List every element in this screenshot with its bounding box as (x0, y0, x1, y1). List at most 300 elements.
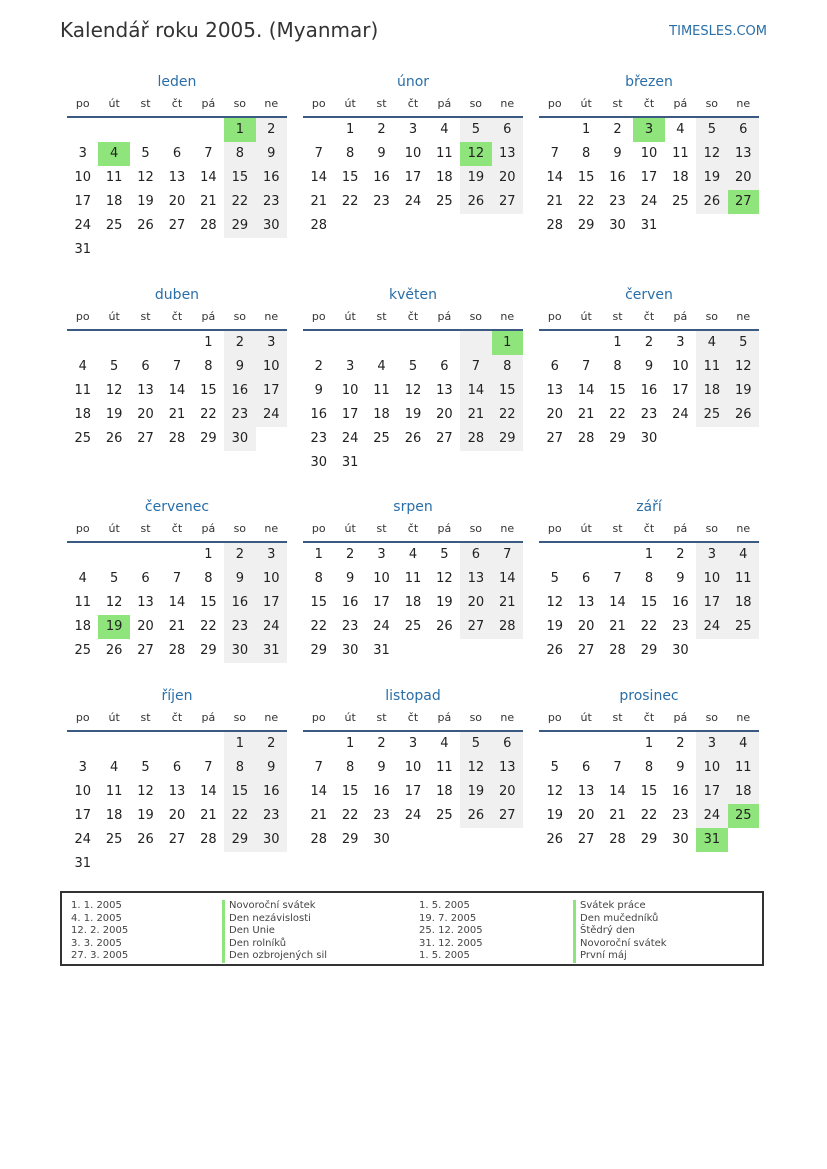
day-cell[interactable]: 11 (373, 383, 390, 398)
day-cell[interactable]: 26 (546, 832, 563, 847)
day-cell[interactable]: 5 (696, 118, 727, 142)
day-cell[interactable]: 27 (168, 832, 186, 847)
day-cell[interactable]: 20 (436, 407, 453, 422)
day-cell[interactable]: 30 (672, 832, 689, 847)
day-cell[interactable]: 19 (696, 166, 727, 190)
day-cell[interactable]: 19 (460, 166, 491, 190)
day-cell[interactable]: 3 (256, 331, 287, 355)
day-cell[interactable]: 13 (137, 595, 154, 610)
day-cell[interactable]: 17 (341, 407, 359, 422)
day-cell[interactable]: 21 (609, 808, 626, 823)
day-cell[interactable]: 21 (200, 194, 217, 209)
day-cell[interactable]: 23 (224, 615, 255, 639)
day-cell[interactable]: 24 (696, 615, 727, 639)
day-cell[interactable]: 3 (78, 760, 87, 775)
day-cell[interactable]: 31 (74, 856, 91, 871)
day-cell[interactable]: 21 (546, 194, 563, 209)
day-cell[interactable]: 2 (314, 359, 323, 374)
day-cell[interactable]: 25 (728, 804, 759, 828)
day-cell[interactable]: 16 (640, 383, 658, 398)
day-cell[interactable]: 29 (224, 828, 255, 852)
day-cell[interactable]: 3 (78, 146, 87, 161)
day-cell[interactable]: 22 (609, 407, 626, 422)
day-cell[interactable]: 6 (172, 760, 182, 775)
day-cell[interactable]: 9 (377, 146, 386, 161)
day-cell[interactable]: 8 (224, 756, 255, 780)
day-cell[interactable]: 27 (546, 431, 563, 446)
day-cell[interactable]: 5 (460, 732, 491, 756)
day-cell[interactable]: 11 (436, 146, 453, 161)
day-cell[interactable]: 27 (460, 615, 491, 639)
day-cell[interactable]: 19 (546, 808, 563, 823)
day-cell[interactable]: 13 (460, 567, 491, 591)
day-cell[interactable]: 2 (676, 547, 685, 562)
site-link[interactable]: TIMESLES.COM (669, 24, 767, 39)
day-cell[interactable]: 1 (345, 736, 355, 751)
day-cell[interactable]: 14 (200, 170, 217, 185)
day-cell[interactable]: 1 (644, 547, 654, 562)
day-cell[interactable]: 29 (609, 431, 626, 446)
day-cell[interactable]: 13 (168, 170, 186, 185)
day-cell[interactable]: 8 (224, 142, 255, 166)
day-cell[interactable]: 17 (256, 379, 287, 403)
day-cell[interactable]: 29 (200, 431, 217, 446)
day-cell[interactable]: 12 (546, 784, 563, 799)
day-cell[interactable]: 23 (640, 407, 658, 422)
day-cell[interactable]: 10 (404, 146, 422, 161)
day-cell[interactable]: 4 (78, 571, 87, 586)
day-cell[interactable]: 1 (581, 122, 591, 137)
day-cell[interactable]: 25 (105, 832, 123, 847)
day-cell[interactable]: 24 (672, 407, 689, 422)
day-cell[interactable]: 16 (341, 595, 359, 610)
day-cell[interactable]: 7 (172, 359, 182, 374)
day-cell[interactable]: 27 (728, 190, 759, 214)
day-cell[interactable]: 26 (546, 643, 563, 658)
day-cell[interactable]: 21 (460, 403, 491, 427)
day-cell[interactable]: 9 (224, 355, 255, 379)
day-cell[interactable]: 12 (137, 784, 154, 799)
day-cell[interactable]: 26 (436, 619, 453, 634)
day-cell[interactable]: 3 (696, 732, 727, 756)
day-cell[interactable]: 11 (728, 756, 759, 780)
day-cell[interactable]: 3 (377, 547, 386, 562)
day-cell[interactable]: 6 (492, 732, 523, 756)
day-cell[interactable]: 23 (373, 808, 390, 823)
day-cell[interactable]: 18 (74, 407, 91, 422)
day-cell[interactable]: 6 (460, 543, 491, 567)
day-cell[interactable]: 10 (256, 355, 287, 379)
day-cell[interactable]: 30 (310, 455, 327, 470)
day-cell[interactable]: 25 (105, 218, 123, 233)
day-cell[interactable]: 4 (440, 122, 449, 137)
day-cell[interactable]: 16 (672, 595, 689, 610)
day-cell[interactable]: 24 (640, 194, 658, 209)
day-cell[interactable]: 4 (728, 543, 759, 567)
day-cell[interactable]: 12 (436, 571, 453, 586)
day-cell[interactable]: 2 (613, 122, 622, 137)
day-cell[interactable]: 24 (256, 403, 287, 427)
day-cell[interactable]: 1 (224, 118, 255, 142)
day-cell[interactable]: 5 (728, 331, 759, 355)
day-cell[interactable]: 17 (373, 595, 390, 610)
day-cell[interactable]: 13 (577, 595, 595, 610)
day-cell[interactable]: 7 (613, 760, 622, 775)
day-cell[interactable]: 4 (440, 736, 449, 751)
day-cell[interactable]: 3 (256, 543, 287, 567)
day-cell[interactable]: 6 (728, 118, 759, 142)
day-cell[interactable]: 12 (696, 142, 727, 166)
day-cell[interactable]: 13 (492, 142, 523, 166)
day-cell[interactable]: 29 (492, 427, 523, 451)
day-cell[interactable]: 17 (74, 808, 91, 823)
day-cell[interactable]: 31 (341, 455, 359, 470)
day-cell[interactable]: 7 (172, 571, 182, 586)
day-cell[interactable]: 24 (74, 218, 91, 233)
day-cell[interactable]: 22 (577, 194, 595, 209)
day-cell[interactable]: 25 (436, 808, 453, 823)
day-cell[interactable]: 11 (404, 571, 422, 586)
day-cell[interactable]: 28 (546, 218, 563, 233)
day-cell[interactable]: 18 (74, 619, 91, 634)
day-cell[interactable]: 29 (224, 214, 255, 238)
day-cell[interactable]: 12 (546, 595, 563, 610)
day-cell[interactable]: 21 (310, 194, 327, 209)
day-cell[interactable]: 4 (408, 547, 418, 562)
day-cell[interactable]: 20 (492, 780, 523, 804)
day-cell[interactable]: 7 (204, 760, 213, 775)
day-cell[interactable]: 31 (74, 242, 91, 257)
day-cell[interactable]: 10 (74, 170, 91, 185)
day-cell[interactable]: 14 (609, 595, 626, 610)
day-cell[interactable]: 4 (98, 142, 129, 166)
day-cell[interactable]: 28 (168, 431, 186, 446)
day-cell[interactable]: 18 (105, 808, 123, 823)
day-cell[interactable]: 14 (546, 170, 563, 185)
day-cell[interactable]: 2 (256, 118, 287, 142)
day-cell[interactable]: 17 (256, 591, 287, 615)
day-cell[interactable]: 12 (137, 170, 154, 185)
day-cell[interactable]: 26 (137, 218, 154, 233)
day-cell[interactable]: 11 (436, 760, 453, 775)
day-cell[interactable]: 29 (640, 643, 658, 658)
day-cell[interactable]: 9 (377, 760, 386, 775)
day-cell[interactable]: 24 (404, 194, 422, 209)
day-cell[interactable]: 14 (492, 567, 523, 591)
day-cell[interactable]: 31 (640, 218, 658, 233)
day-cell[interactable]: 19 (137, 808, 154, 823)
day-cell[interactable]: 1 (613, 335, 622, 350)
day-cell[interactable]: 22 (341, 194, 359, 209)
day-cell[interactable]: 9 (676, 571, 685, 586)
day-cell[interactable]: 3 (408, 122, 418, 137)
day-cell[interactable]: 23 (310, 431, 327, 446)
day-cell[interactable]: 6 (581, 571, 591, 586)
day-cell[interactable]: 17 (404, 170, 422, 185)
day-cell[interactable]: 21 (492, 591, 523, 615)
day-cell[interactable]: 19 (436, 595, 453, 610)
day-cell[interactable]: 4 (377, 359, 386, 374)
day-cell[interactable]: 20 (546, 407, 563, 422)
day-cell[interactable]: 3 (696, 543, 727, 567)
day-cell[interactable]: 9 (613, 146, 622, 161)
day-cell[interactable]: 10 (696, 756, 727, 780)
day-cell[interactable]: 2 (644, 335, 654, 350)
day-cell[interactable]: 8 (345, 760, 355, 775)
day-cell[interactable]: 21 (310, 808, 327, 823)
day-cell[interactable]: 14 (609, 784, 626, 799)
day-cell[interactable]: 1 (204, 335, 213, 350)
day-cell[interactable]: 15 (200, 383, 217, 398)
day-cell[interactable]: 20 (168, 194, 186, 209)
day-cell[interactable]: 9 (314, 383, 323, 398)
day-cell[interactable]: 13 (492, 756, 523, 780)
day-cell[interactable]: 7 (613, 571, 622, 586)
day-cell[interactable]: 26 (137, 832, 154, 847)
day-cell[interactable]: 2 (224, 543, 255, 567)
day-cell[interactable]: 28 (200, 218, 217, 233)
day-cell[interactable]: 28 (609, 643, 626, 658)
day-cell[interactable]: 15 (341, 170, 359, 185)
day-cell[interactable]: 25 (696, 403, 727, 427)
day-cell[interactable]: 24 (341, 431, 359, 446)
day-cell[interactable]: 22 (224, 804, 255, 828)
day-cell[interactable]: 5 (440, 547, 449, 562)
day-cell[interactable]: 9 (256, 756, 287, 780)
day-cell[interactable]: 5 (460, 118, 491, 142)
day-cell[interactable]: 25 (404, 619, 422, 634)
day-cell[interactable]: 26 (460, 804, 491, 828)
day-cell[interactable]: 23 (373, 194, 390, 209)
day-cell[interactable]: 13 (546, 383, 563, 398)
day-cell[interactable]: 14 (310, 170, 327, 185)
day-cell[interactable]: 17 (696, 591, 727, 615)
day-cell[interactable]: 21 (168, 619, 186, 634)
day-cell[interactable]: 12 (105, 595, 123, 610)
day-cell[interactable]: 9 (676, 760, 685, 775)
day-cell[interactable]: 23 (256, 804, 287, 828)
day-cell[interactable]: 2 (224, 331, 255, 355)
day-cell[interactable]: 3 (676, 335, 685, 350)
day-cell[interactable]: 29 (577, 218, 595, 233)
day-cell[interactable]: 19 (546, 619, 563, 634)
day-cell[interactable]: 9 (644, 359, 654, 374)
day-cell[interactable]: 16 (609, 170, 626, 185)
day-cell[interactable]: 12 (460, 756, 491, 780)
day-cell[interactable]: 21 (168, 407, 186, 422)
day-cell[interactable]: 24 (373, 619, 390, 634)
day-cell[interactable]: 2 (676, 736, 685, 751)
day-cell[interactable]: 25 (74, 643, 91, 658)
day-cell[interactable]: 29 (200, 643, 217, 658)
day-cell[interactable]: 7 (492, 543, 523, 567)
day-cell[interactable]: 29 (341, 832, 359, 847)
day-cell[interactable]: 4 (676, 122, 685, 137)
day-cell[interactable]: 5 (109, 359, 119, 374)
day-cell[interactable]: 23 (341, 619, 359, 634)
day-cell[interactable]: 15 (200, 595, 217, 610)
day-cell[interactable]: 5 (141, 760, 150, 775)
day-cell[interactable]: 2 (256, 732, 287, 756)
day-cell[interactable]: 19 (98, 615, 129, 639)
day-cell[interactable]: 20 (137, 407, 154, 422)
day-cell[interactable]: 23 (224, 403, 255, 427)
day-cell[interactable]: 10 (341, 383, 359, 398)
day-cell[interactable]: 15 (310, 595, 327, 610)
day-cell[interactable]: 17 (672, 383, 689, 398)
day-cell[interactable]: 14 (168, 595, 186, 610)
day-cell[interactable]: 27 (492, 804, 523, 828)
day-cell[interactable]: 8 (613, 359, 622, 374)
day-cell[interactable]: 5 (550, 571, 559, 586)
day-cell[interactable]: 3 (633, 118, 664, 142)
day-cell[interactable]: 11 (105, 170, 123, 185)
day-cell[interactable]: 22 (200, 407, 217, 422)
day-cell[interactable]: 18 (105, 194, 123, 209)
day-cell[interactable]: 17 (696, 780, 727, 804)
day-cell[interactable]: 18 (373, 407, 390, 422)
day-cell[interactable]: 13 (137, 383, 154, 398)
day-cell[interactable]: 26 (105, 431, 123, 446)
day-cell[interactable]: 1 (314, 547, 323, 562)
day-cell[interactable]: 27 (492, 190, 523, 214)
day-cell[interactable]: 14 (460, 379, 491, 403)
day-cell[interactable]: 2 (377, 736, 386, 751)
day-cell[interactable]: 27 (168, 218, 186, 233)
day-cell[interactable]: 9 (256, 142, 287, 166)
day-cell[interactable]: 1 (492, 331, 523, 355)
day-cell[interactable]: 27 (436, 431, 453, 446)
day-cell[interactable]: 14 (168, 383, 186, 398)
day-cell[interactable]: 11 (696, 355, 727, 379)
day-cell[interactable]: 27 (577, 643, 595, 658)
day-cell[interactable]: 1 (345, 122, 355, 137)
day-cell[interactable]: 6 (581, 760, 591, 775)
day-cell[interactable]: 28 (168, 643, 186, 658)
day-cell[interactable]: 18 (728, 591, 759, 615)
day-cell[interactable]: 15 (224, 780, 255, 804)
day-cell[interactable]: 30 (672, 643, 689, 658)
day-cell[interactable]: 2 (377, 122, 386, 137)
day-cell[interactable]: 5 (109, 571, 119, 586)
day-cell[interactable]: 6 (440, 359, 449, 374)
day-cell[interactable]: 8 (644, 571, 654, 586)
day-cell[interactable]: 16 (310, 407, 327, 422)
day-cell[interactable]: 6 (141, 359, 150, 374)
day-cell[interactable]: 11 (74, 595, 91, 610)
day-cell[interactable]: 23 (256, 190, 287, 214)
day-cell[interactable]: 19 (728, 379, 759, 403)
day-cell[interactable]: 30 (256, 828, 287, 852)
day-cell[interactable]: 8 (644, 760, 654, 775)
day-cell[interactable]: 30 (640, 431, 658, 446)
day-cell[interactable]: 28 (492, 615, 523, 639)
day-cell[interactable]: 7 (550, 146, 559, 161)
day-cell[interactable]: 3 (345, 359, 355, 374)
day-cell[interactable]: 15 (492, 379, 523, 403)
day-cell[interactable]: 22 (224, 190, 255, 214)
day-cell[interactable]: 10 (256, 567, 287, 591)
day-cell[interactable]: 7 (460, 355, 491, 379)
day-cell[interactable]: 23 (609, 194, 626, 209)
day-cell[interactable]: 25 (436, 194, 453, 209)
day-cell[interactable]: 31 (696, 828, 727, 852)
day-cell[interactable]: 12 (460, 142, 491, 166)
day-cell[interactable]: 1 (224, 732, 255, 756)
day-cell[interactable]: 22 (640, 808, 658, 823)
day-cell[interactable]: 2 (345, 547, 355, 562)
day-cell[interactable]: 10 (404, 760, 422, 775)
day-cell[interactable]: 6 (141, 571, 150, 586)
day-cell[interactable]: 20 (577, 619, 595, 634)
day-cell[interactable]: 9 (345, 571, 355, 586)
day-cell[interactable]: 24 (74, 832, 91, 847)
day-cell[interactable]: 26 (696, 190, 727, 214)
day-cell[interactable]: 4 (109, 760, 119, 775)
day-cell[interactable]: 21 (609, 619, 626, 634)
day-cell[interactable]: 24 (696, 804, 727, 828)
day-cell[interactable]: 19 (404, 407, 422, 422)
day-cell[interactable]: 15 (609, 383, 626, 398)
day-cell[interactable]: 8 (204, 359, 213, 374)
day-cell[interactable]: 8 (492, 355, 523, 379)
day-cell[interactable]: 8 (204, 571, 213, 586)
day-cell[interactable]: 18 (436, 170, 453, 185)
day-cell[interactable]: 20 (460, 591, 491, 615)
day-cell[interactable]: 18 (728, 780, 759, 804)
day-cell[interactable]: 15 (341, 784, 359, 799)
day-cell[interactable]: 22 (200, 619, 217, 634)
day-cell[interactable]: 12 (728, 355, 759, 379)
day-cell[interactable]: 23 (672, 619, 689, 634)
day-cell[interactable]: 31 (256, 639, 287, 663)
day-cell[interactable]: 24 (256, 615, 287, 639)
day-cell[interactable]: 5 (141, 146, 150, 161)
day-cell[interactable]: 13 (168, 784, 186, 799)
day-cell[interactable]: 21 (200, 808, 217, 823)
day-cell[interactable]: 15 (224, 166, 255, 190)
day-cell[interactable]: 30 (256, 214, 287, 238)
day-cell[interactable]: 3 (408, 736, 418, 751)
day-cell[interactable]: 4 (696, 331, 727, 355)
day-cell[interactable]: 25 (728, 615, 759, 639)
day-cell[interactable]: 22 (640, 619, 658, 634)
day-cell[interactable]: 11 (672, 146, 689, 161)
day-cell[interactable]: 21 (577, 407, 595, 422)
day-cell[interactable]: 15 (640, 784, 658, 799)
day-cell[interactable]: 10 (696, 567, 727, 591)
day-cell[interactable]: 16 (373, 170, 390, 185)
day-cell[interactable]: 22 (341, 808, 359, 823)
day-cell[interactable]: 16 (256, 780, 287, 804)
day-cell[interactable]: 30 (609, 218, 626, 233)
day-cell[interactable]: 30 (373, 832, 390, 847)
day-cell[interactable]: 31 (373, 643, 390, 658)
day-cell[interactable]: 17 (74, 194, 91, 209)
day-cell[interactable]: 5 (408, 359, 418, 374)
day-cell[interactable]: 1 (644, 736, 654, 751)
day-cell[interactable]: 16 (373, 784, 390, 799)
day-cell[interactable]: 14 (577, 383, 595, 398)
day-cell[interactable]: 28 (609, 832, 626, 847)
day-cell[interactable]: 20 (577, 808, 595, 823)
day-cell[interactable]: 27 (577, 832, 595, 847)
day-cell[interactable]: 15 (640, 595, 658, 610)
day-cell[interactable]: 16 (224, 379, 255, 403)
day-cell[interactable]: 14 (310, 784, 327, 799)
day-cell[interactable]: 13 (577, 784, 595, 799)
day-cell[interactable]: 11 (74, 383, 91, 398)
